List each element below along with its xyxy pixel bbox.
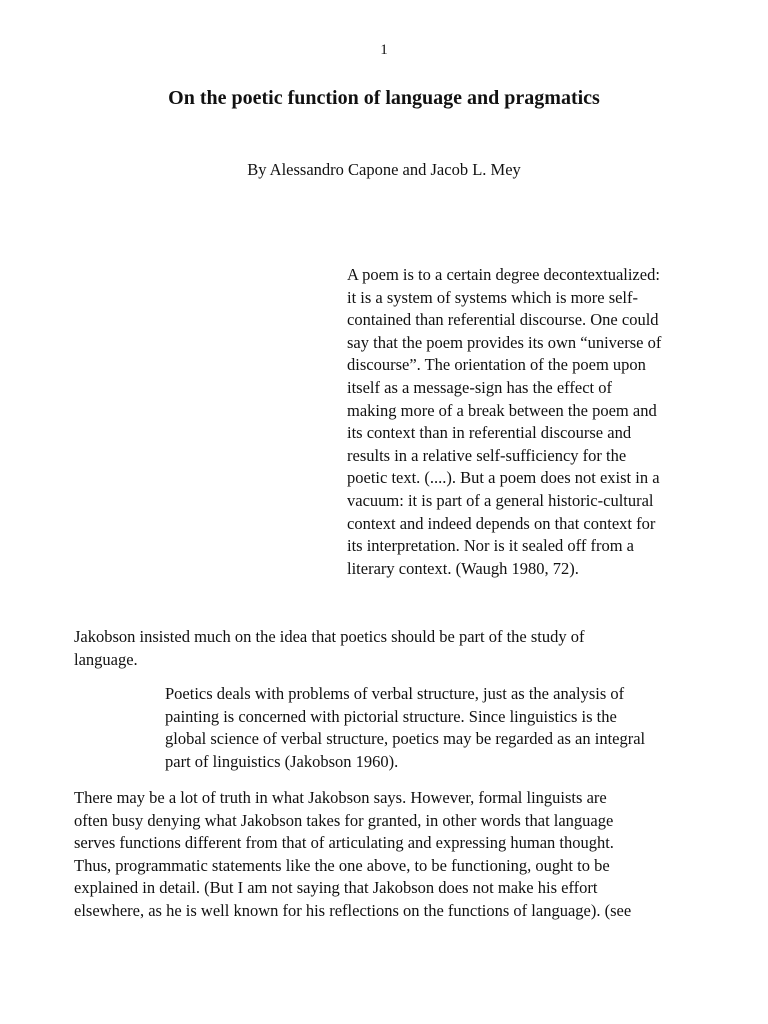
paragraph-line: There may be a lot of truth in what Jakobson says. However, formal linguists are xyxy=(74,788,607,807)
body-paragraph-1 xyxy=(74,626,585,671)
epigraph-line: itself as a message-sign has the effect of xyxy=(347,377,612,397)
paragraph-line: serves functions different from that of articulating and expressing human thought. xyxy=(74,833,614,853)
paragraph-line: explained in detail. (But I am not saying that Jakobson does not make his effort xyxy=(74,878,598,898)
paper-title: On the poetic function of language and pragmatics xyxy=(168,87,600,109)
paragraph-line: Thus, programmatic statements like the one above, to be functioning, ought to be xyxy=(74,855,610,875)
paragraph-line: Jakobson insisted much on the idea that poetics should be part of the study of xyxy=(74,627,585,646)
paragraph-line: elsewhere, as he is well known for his reflections on the functions of language). (see xyxy=(74,900,632,920)
paragraph-line: language. xyxy=(74,649,138,669)
quote-line: painting is concerned with pictorial structure. Since linguistics is the xyxy=(165,706,617,726)
epigraph-line: contained than referential discourse. One could xyxy=(347,310,659,330)
paragraph-line: often busy denying what Jakobson takes for granted, in other words that language xyxy=(74,810,614,830)
epigraph-line: poetic text. (....). But a poem does not exist in a xyxy=(347,468,660,488)
epigraph-line: A poem is to a certain degree decontextualized: xyxy=(347,265,660,284)
quote-line: Poetics deals with problems of verbal structure, just as the analysis of xyxy=(165,684,625,703)
body-paragraph-2 xyxy=(74,787,631,923)
quote-line: part of linguistics (Jakobson 1960). xyxy=(165,751,399,771)
quote-line: global science of verbal structure, poetics may be regarded as an integral xyxy=(165,729,646,749)
epigraph-line: context and indeed depends on that context for xyxy=(347,513,656,533)
epigraph-line: vacuum: it is part of a general historic-cultural xyxy=(347,490,654,510)
epigraph-quote xyxy=(347,264,703,580)
epigraph-line: discourse”. The orientation of the poem upon xyxy=(347,355,646,375)
epigraph-line: its context than in referential discourse and xyxy=(347,423,632,443)
page-number: 1 xyxy=(380,42,388,58)
epigraph-line: say that the poem provides its own “universe of xyxy=(347,332,662,352)
author-byline: By Alessandro Capone and Jacob L. Mey xyxy=(247,160,521,179)
epigraph-line: making more of a break between the poem and xyxy=(347,400,657,420)
epigraph-line: it is a system of systems which is more self- xyxy=(347,287,639,307)
block-quote xyxy=(165,683,645,773)
epigraph-line: literary context. (Waugh 1980, 72). xyxy=(347,558,579,578)
epigraph-line: its interpretation. Nor is it sealed off from a xyxy=(347,536,634,556)
epigraph-line: results in a relative self-sufficiency for the xyxy=(347,445,627,465)
